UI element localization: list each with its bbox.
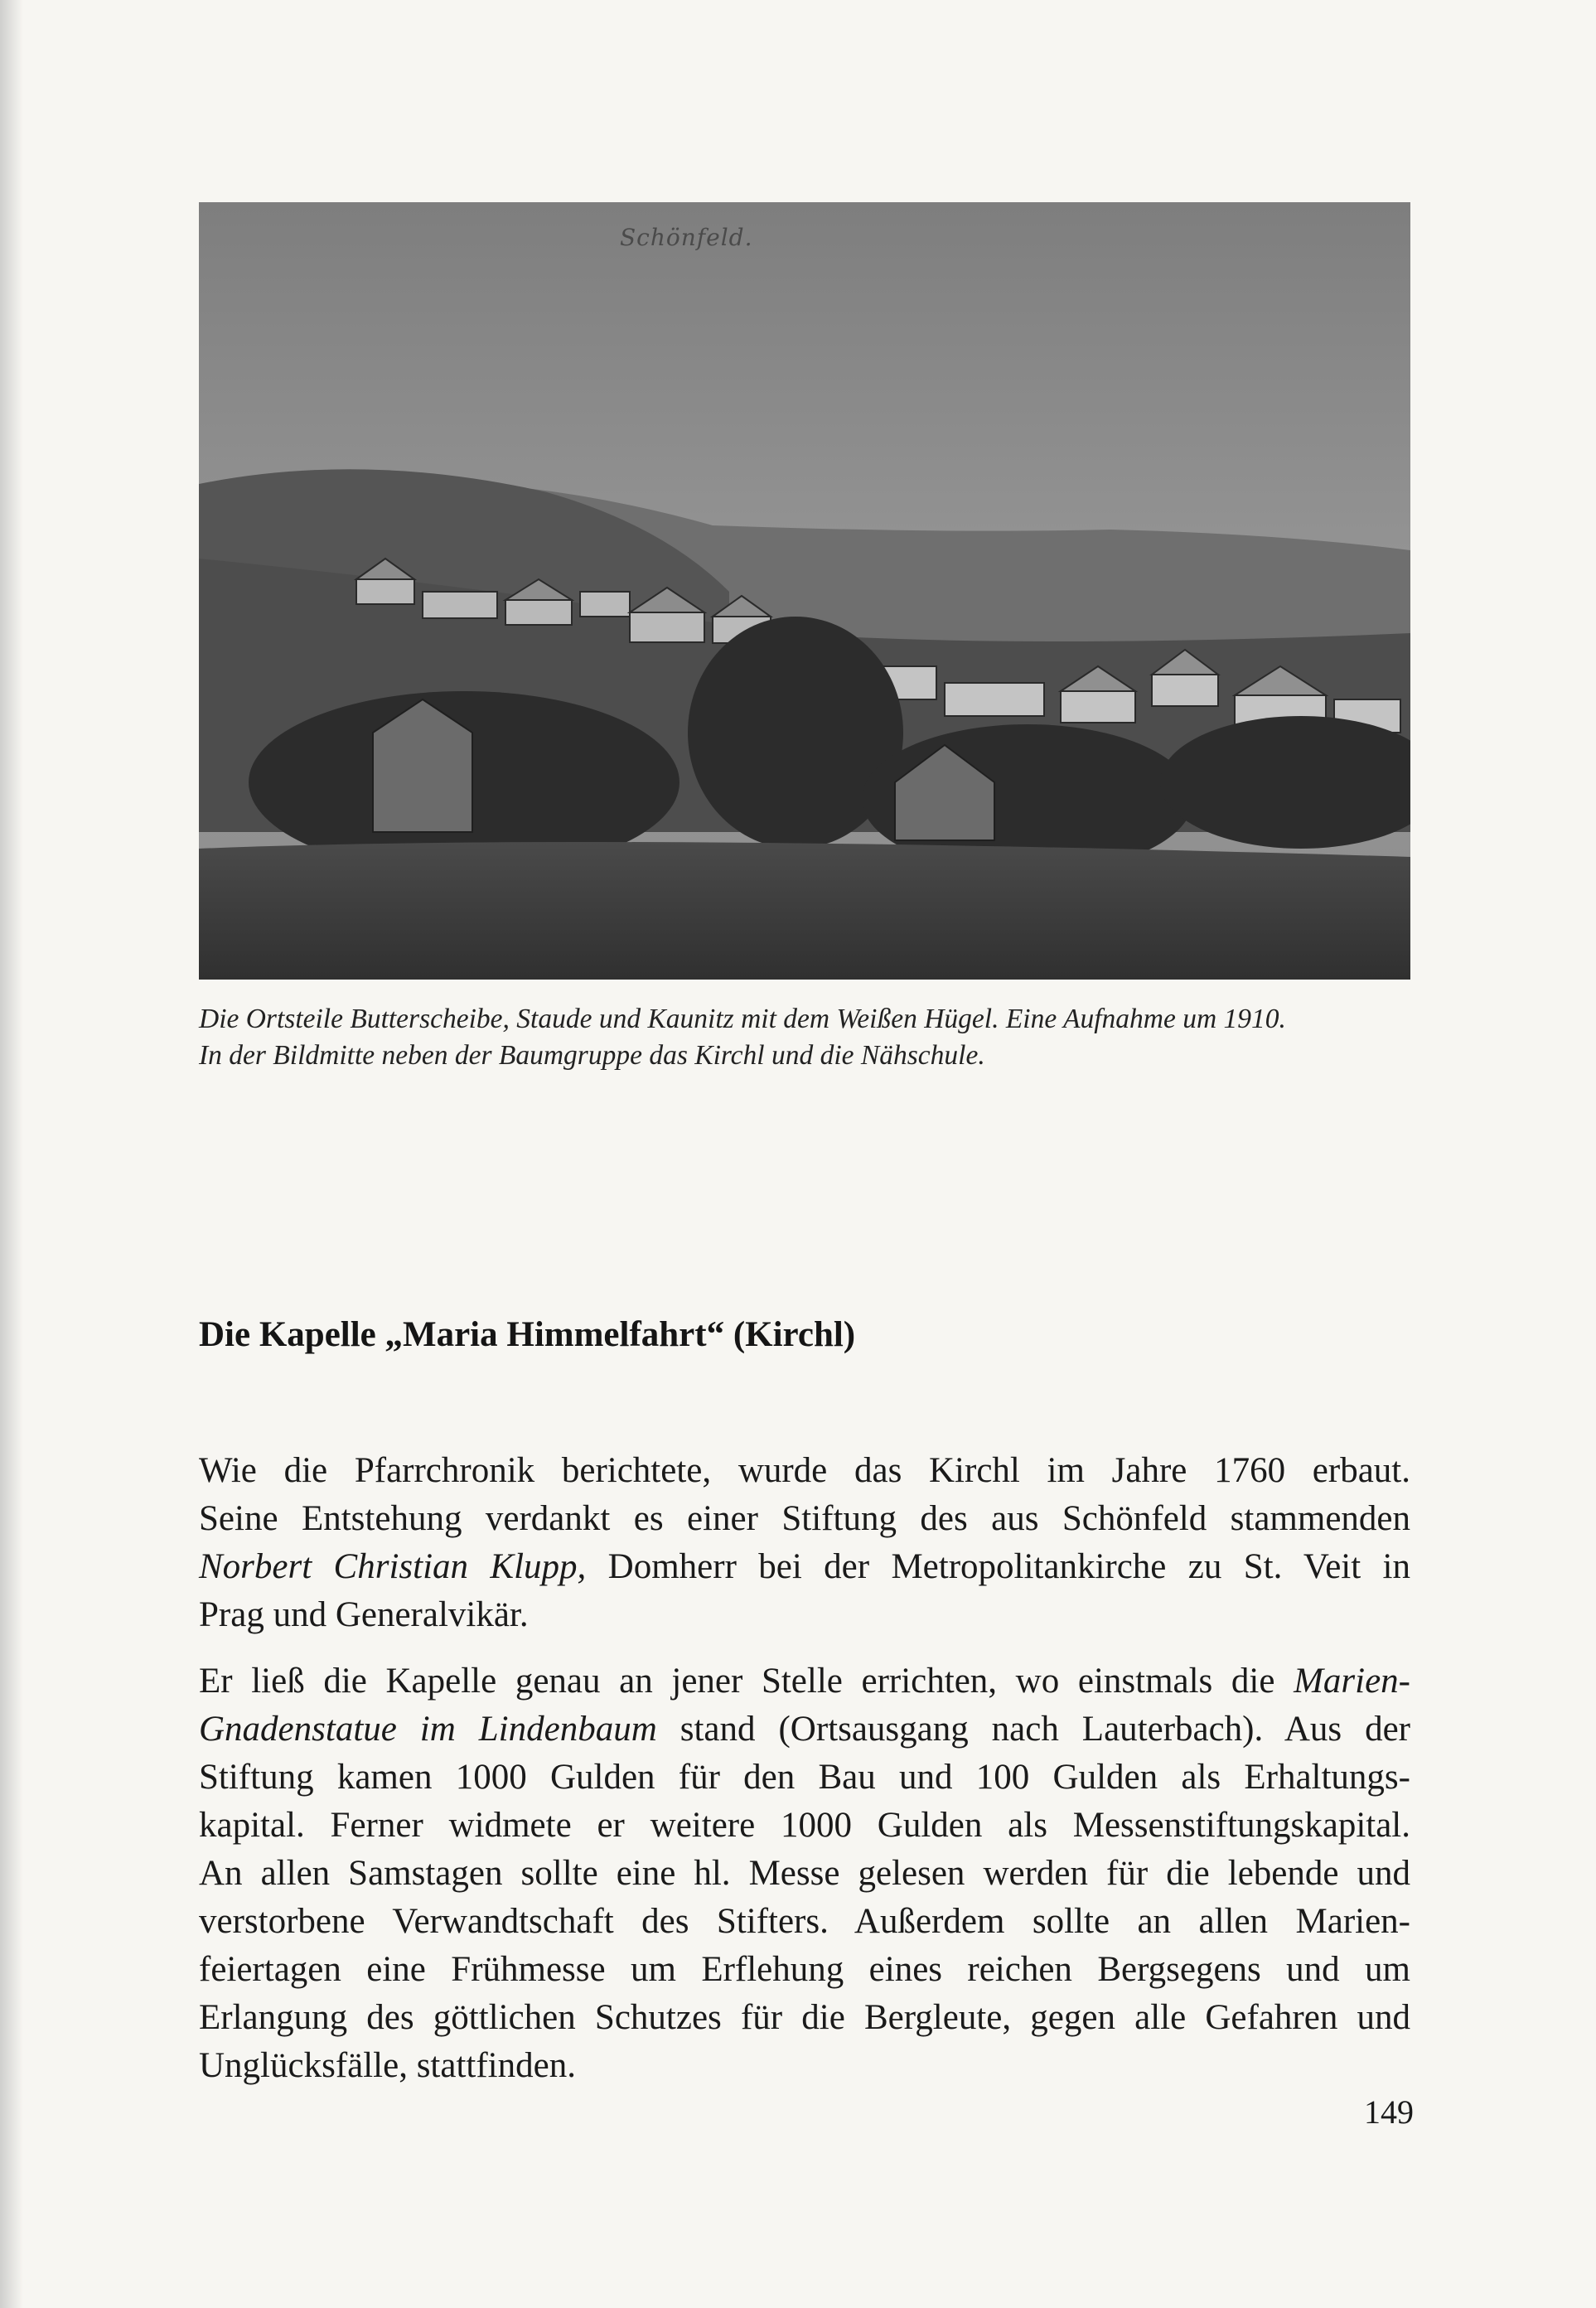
text-line	[199, 1994, 1410, 2042]
page-edge-shadow	[0, 0, 23, 2308]
text-run: stand (Ortsausgang nach Lauterbach). Aus der	[656, 1710, 1410, 1749]
text-line	[199, 1447, 1410, 1495]
historic-village-photo	[199, 202, 1410, 980]
text-line	[199, 1543, 1410, 1591]
text-run: Unglücksfälle, stattfinden.	[199, 2046, 576, 2085]
text-line	[199, 1706, 1410, 1754]
italic-run: Norbert Christian Klupp,	[199, 1547, 587, 1586]
photo-illustration	[199, 202, 1410, 980]
text-run: An allen Samstagen sollte eine hl. Messe gelesen werden für die lebende und	[199, 1854, 1410, 1893]
body-text	[199, 1447, 1410, 2090]
text-line	[199, 1657, 1410, 1706]
text-line	[199, 1754, 1410, 1802]
text-run: verstorbene Verwandtschaft des Stifters. Außerdem sollte an allen Marien-	[199, 1902, 1410, 1941]
text-run: Domherr bei der Metropolitankirche zu St. Veit in	[586, 1547, 1411, 1586]
text-line	[199, 1850, 1410, 1898]
text-line	[199, 1946, 1410, 1994]
text-run: Wie die Pfarrchronik berichtete, wurde das Kirchl im Jahre 1760 erbaut.	[199, 1451, 1410, 1490]
paragraph	[199, 1447, 1410, 1639]
italic-run: Gnadenstatue im Lindenbaum	[199, 1710, 657, 1749]
text-run: Er ließ die Kapelle genau an jener Stelle errichten, wo einstmals die	[199, 1662, 1294, 1701]
text-line	[199, 1802, 1410, 1850]
photo-handwritten-label: Schönfeld.	[620, 224, 753, 251]
photo-caption	[199, 1001, 1410, 1074]
text-run: feiertagen eine Frühmesse um Erflehung eines reichen Bergsegens und um	[199, 1950, 1410, 1989]
text-run: Erlangung des göttlichen Schutzes für die Bergleute, gegen alle Gefahren und	[199, 1998, 1410, 2037]
text-line	[199, 1591, 1410, 1639]
italic-run: Marien-	[1294, 1662, 1410, 1701]
text-run: Stiftung kamen 1000 Gulden für den Bau und 100 Gulden als Erhaltungs-	[199, 1758, 1410, 1797]
caption-line: Die Ortsteile Butterscheibe, Staude und Kaunitz mit dem Weißen Hügel. Eine Aufnahme um 1910.	[199, 1004, 1286, 1034]
caption-line: In der Bildmitte neben der Baumgruppe das Kirchl und die Nähschule.	[199, 1040, 985, 1071]
section-heading: Die Kapelle „Maria Himmelfahrt“ (Kirchl)	[199, 1315, 856, 1354]
text-run: Seine Entstehung verdankt es einer Stiftung des aus Schönfeld stammenden	[199, 1499, 1410, 1538]
text-run: kapital. Ferner widmete er weitere 1000 Gulden als Messenstiftungskapital.	[199, 1806, 1410, 1845]
text-line	[199, 1495, 1410, 1543]
page-number: 149	[1364, 2093, 1414, 2131]
text-line	[199, 2042, 1410, 2090]
paragraph	[199, 1657, 1410, 2090]
text-line	[199, 1898, 1410, 1946]
text-run: Prag und Generalvikär.	[199, 1595, 529, 1634]
